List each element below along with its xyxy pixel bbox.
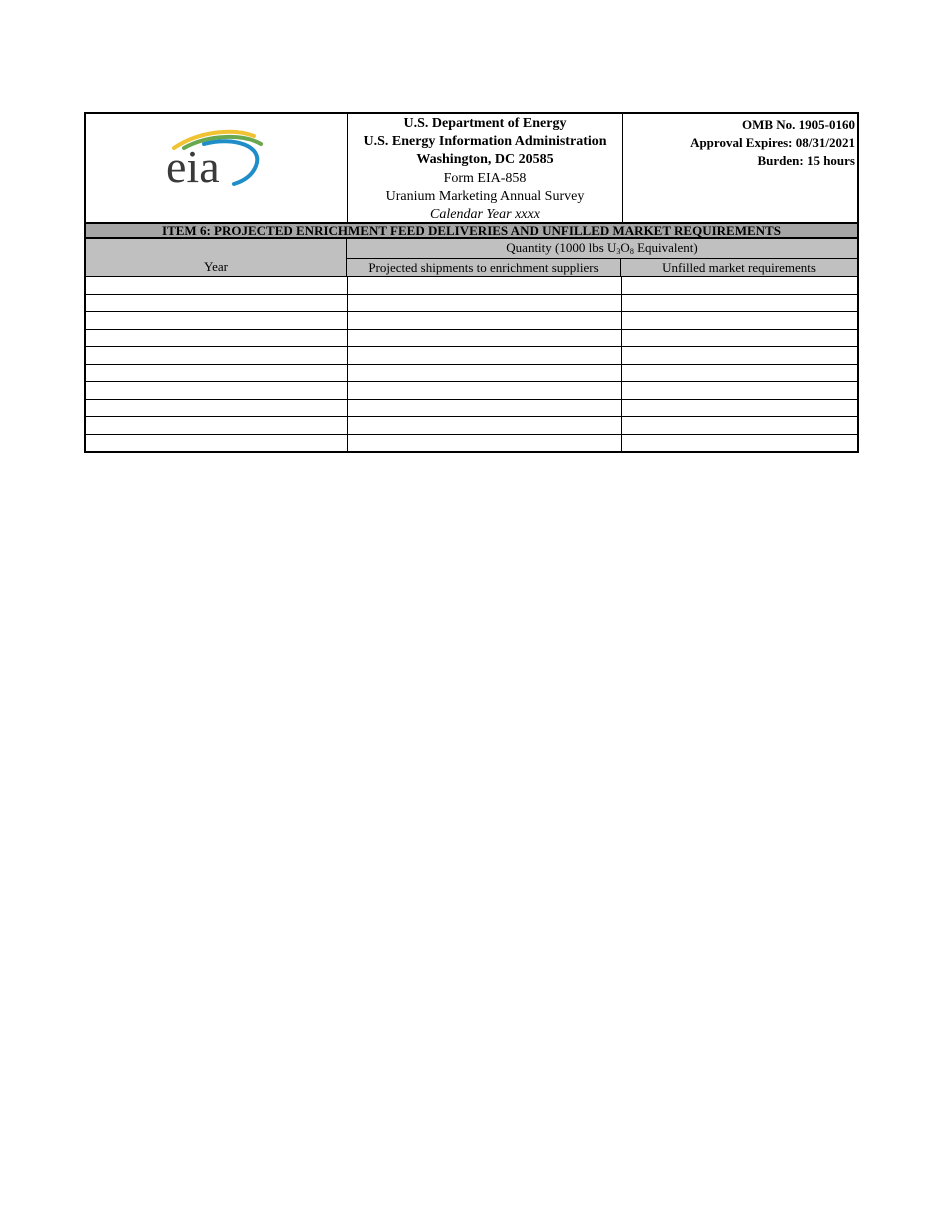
table-row xyxy=(86,276,857,294)
item-title: ITEM 6: PROJECTED ENRICHMENT FEED DELIVERIES AND UNFILLED MARKET REQUIREMENTS xyxy=(84,222,859,239)
table-row xyxy=(86,364,857,382)
unfilled-requirements-cell[interactable] xyxy=(622,365,857,382)
eia-858-form xyxy=(84,112,859,453)
year-cell[interactable] xyxy=(86,365,348,382)
year-cell[interactable] xyxy=(86,400,348,417)
quantity-prefix: Quantity (1000 lbs U xyxy=(506,240,617,255)
quantity-group xyxy=(347,239,857,276)
projected-shipments-cell[interactable] xyxy=(348,277,622,294)
table-row xyxy=(86,416,857,434)
projected-shipments-header: Projected shipments to enrichment suppliers xyxy=(347,259,621,276)
quantity-header xyxy=(347,239,857,259)
survey-name: Uranium Marketing Annual Survey xyxy=(385,188,585,204)
year-cell[interactable] xyxy=(86,435,348,452)
form-header xyxy=(84,112,859,222)
table-body xyxy=(86,276,857,451)
year-cell[interactable] xyxy=(86,295,348,312)
quantity-sub-3: 3 xyxy=(616,247,621,256)
unfilled-requirements-cell[interactable] xyxy=(622,400,857,417)
projected-shipments-cell[interactable] xyxy=(348,312,622,329)
unfilled-requirements-cell[interactable] xyxy=(622,347,857,364)
table-row xyxy=(86,434,857,452)
calendar-year: Calendar Year xxxx xyxy=(430,207,540,223)
projected-shipments-cell[interactable] xyxy=(348,417,622,434)
projected-shipments-cell[interactable] xyxy=(348,382,622,399)
quantity-subcolumns xyxy=(347,259,857,276)
agency-line-2: U.S. Energy Information Administration xyxy=(363,134,607,150)
agency-info xyxy=(348,114,623,222)
year-cell[interactable] xyxy=(86,347,348,364)
projected-shipments-cell[interactable] xyxy=(348,365,622,382)
projected-shipments-cell[interactable] xyxy=(348,295,622,312)
projected-shipments-cell[interactable] xyxy=(348,400,622,417)
unfilled-requirements-header: Unfilled market requirements xyxy=(662,260,816,275)
quantity-suffix: Equivalent) xyxy=(633,240,698,255)
omb-number: OMB No. 1905-0160 xyxy=(741,117,855,132)
year-cell[interactable] xyxy=(86,382,348,399)
table-row xyxy=(86,329,857,347)
table-row xyxy=(86,399,857,417)
table-row xyxy=(86,311,857,329)
table-row xyxy=(86,381,857,399)
unfilled-requirements-cell[interactable] xyxy=(622,295,857,312)
year-cell[interactable] xyxy=(86,330,348,347)
item-table xyxy=(84,239,859,453)
approval-expires: Approval Expires: 08/31/2021 xyxy=(690,135,855,151)
projected-shipments-cell[interactable] xyxy=(348,330,622,347)
year-cell[interactable] xyxy=(86,312,348,329)
unfilled-requirements-cell[interactable] xyxy=(622,435,857,452)
unfilled-requirements-cell[interactable] xyxy=(622,330,857,347)
projected-shipments-cell[interactable] xyxy=(348,347,622,364)
unfilled-requirements-cell[interactable] xyxy=(622,417,857,434)
agency-line-1: U.S. Department of Energy xyxy=(403,116,567,131)
quantity-o: O xyxy=(620,240,630,255)
logo-cell xyxy=(86,114,348,222)
eia-logo xyxy=(164,126,274,188)
unfilled-requirements-cell[interactable] xyxy=(622,312,857,329)
year-column-header: Year xyxy=(86,239,347,276)
unfilled-requirements-cell[interactable] xyxy=(622,277,857,294)
table-row xyxy=(86,346,857,364)
year-cell[interactable] xyxy=(86,417,348,434)
burden: Burden: 15 hours xyxy=(757,153,855,169)
table-header xyxy=(86,239,857,276)
table-row xyxy=(86,294,857,312)
logo-wordmark: eia xyxy=(166,141,220,188)
unfilled-requirements-cell[interactable] xyxy=(622,382,857,399)
quantity-sub-8: 8 xyxy=(629,247,634,256)
omb-info xyxy=(623,114,857,222)
year-cell[interactable] xyxy=(86,277,348,294)
agency-line-3: Washington, DC 20585 xyxy=(416,152,554,168)
form-name: Form EIA-858 xyxy=(443,170,527,186)
projected-shipments-cell[interactable] xyxy=(348,435,622,452)
